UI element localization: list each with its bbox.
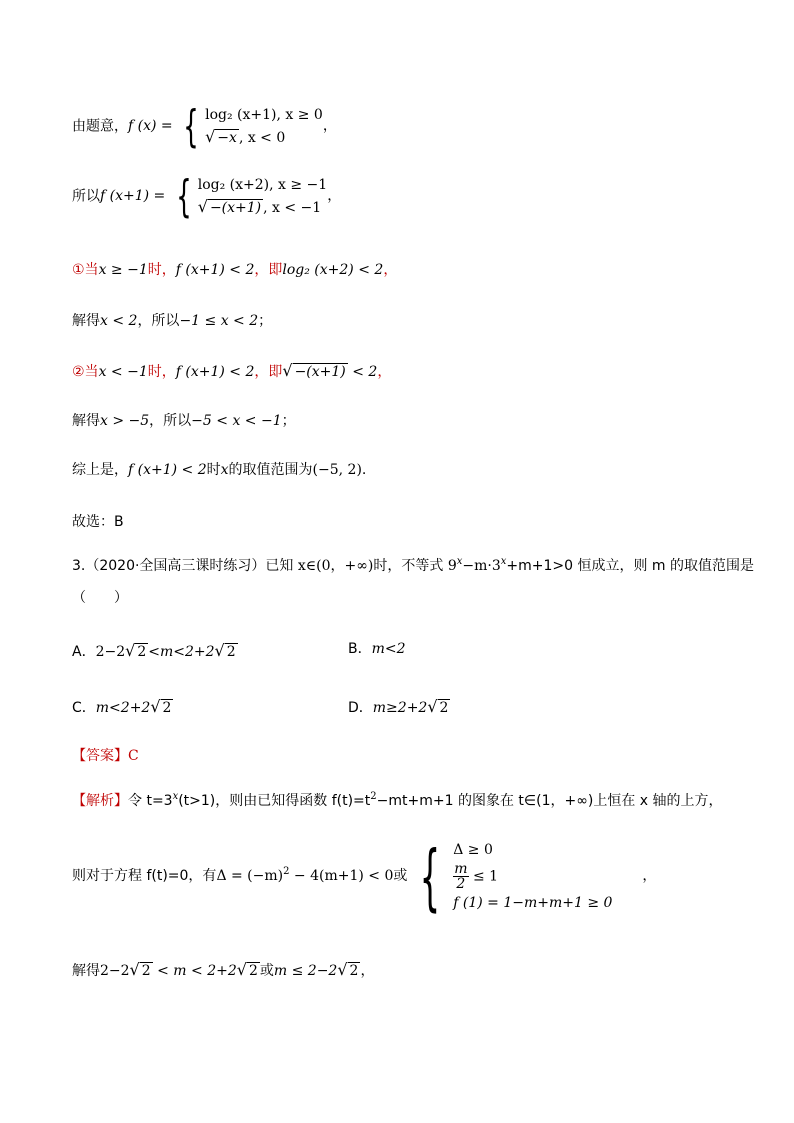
radicand: 2 [248, 963, 258, 979]
math: <m<2+2 [148, 644, 215, 660]
math: m ≤ 2−2 [273, 963, 338, 979]
brace: { [176, 170, 192, 222]
text: +m+1>0 恒成立，则 m 的取值范围是 [506, 558, 755, 574]
math: < m < 2+2 [152, 963, 237, 979]
math: m<2+2 [95, 700, 151, 716]
radicand: 2 [137, 644, 147, 660]
text: 由题意， [72, 118, 128, 135]
math: Δ = (−m) [216, 868, 284, 885]
question-3-stem [72, 558, 754, 575]
option-a: A．2−2√ 2 <m<2+2√ 2 [72, 641, 236, 660]
punct: ； [281, 413, 296, 429]
denominator: 2 [456, 876, 466, 892]
numerator: m [454, 861, 468, 877]
answer-value: C [128, 748, 139, 764]
case-1: Δ ≥ 0 [453, 842, 493, 858]
case-one-line [72, 262, 397, 279]
case-1: log₂ (x+1), x ≥ 0 [205, 107, 323, 123]
text: x∈(0，+∞)时，不等式 9 [297, 558, 457, 574]
exponent: x [500, 556, 507, 567]
math: f (x+1) = [100, 188, 166, 205]
math: x [220, 462, 229, 478]
text: ，所以 [149, 413, 192, 429]
punct: . [361, 462, 367, 478]
case-two-line: ②当x < −1时，f (x+1) < 2，即√ −(x+1) < 2， [72, 361, 392, 380]
case-3: f (1) = 1−m+m+1 ≥ 0 [453, 895, 613, 911]
choice-line: 故选：B [72, 514, 124, 530]
final-result-line: 解得2−2√ 2 < m < 2+2√ 2 或m ≤ 2−2√ 2 ， [72, 960, 375, 979]
punct: ， [360, 963, 375, 979]
case-2-condition: , x < 0 [238, 130, 286, 146]
case-2-condition: , x < −1 [263, 200, 322, 216]
exponent: x [456, 556, 463, 567]
exponent: 2 [283, 866, 290, 878]
option-label: B． [348, 641, 372, 657]
math: m<2 [371, 641, 406, 657]
math: f (x+1) < 2 [175, 262, 255, 278]
math: 2−2 [100, 963, 130, 979]
punct: ， [322, 118, 337, 135]
text: 则对于方程 f(t)=0，有 [72, 868, 217, 885]
math: −1 ≤ x < 2 [179, 313, 259, 329]
answer-line [72, 748, 139, 765]
brace: { [183, 100, 199, 152]
option-d: D．m≥2+2√ 2 [348, 697, 449, 716]
text: 综上是， [72, 462, 128, 478]
text: 或 [259, 963, 274, 979]
text: ，所以 [137, 313, 180, 329]
text: 解得 [72, 963, 100, 979]
text: 时， [147, 262, 176, 278]
analysis-line [72, 793, 723, 810]
equation-line [72, 834, 657, 919]
math: log₂ (x+2) < 2 [282, 262, 384, 278]
math: (−5, 2) [312, 462, 362, 478]
math: m≥2+2 [372, 700, 428, 716]
text: (t>1)，则由已知得函数 f(t)=t [178, 793, 371, 809]
math: f (x+1) < 2 [175, 364, 255, 380]
question-3-paren: （ ） [72, 590, 128, 606]
punct: ， [383, 262, 398, 278]
case-2 [453, 862, 612, 891]
analysis-label: 【解析】 [72, 793, 128, 809]
text: −m·3 [462, 558, 501, 574]
text: 的取值范围为 [228, 462, 313, 478]
math: x < −1 [98, 364, 148, 380]
case-two-result [72, 413, 296, 430]
option-c: C．m<2+2√ 2 [72, 697, 172, 716]
text: ，即 [254, 262, 283, 278]
radicand: 2 [162, 700, 172, 716]
math: x > −5 [100, 413, 150, 429]
case-2: √ −x , x < 0 [205, 127, 286, 146]
radicand: −x [217, 130, 237, 146]
case-1: log₂ (x+2), x ≥ −1 [197, 177, 328, 193]
text: −mt+m+1 的图象在 t∈(1，+∞)上恒在 x 轴的上方， [376, 793, 723, 809]
solution-line-definition [72, 100, 337, 152]
option-b [348, 641, 406, 658]
math: x < 2 [100, 313, 138, 329]
option-label: D． [348, 700, 373, 716]
text: 所以 [72, 188, 100, 205]
exponent: x [172, 791, 179, 802]
math: f (x+1) < 2 [128, 462, 207, 478]
fraction [453, 862, 468, 891]
math: 2−2 [95, 644, 126, 660]
system-cases [453, 838, 612, 915]
text: ②当 [72, 364, 99, 380]
case-one-result [72, 313, 272, 330]
discriminant [216, 868, 393, 885]
text: 3.（2020·全国高三课时练习）已知 [72, 558, 298, 574]
punct: ， [642, 868, 657, 885]
radicand: 2 [349, 963, 359, 979]
punct: ； [258, 313, 273, 329]
solution-line-shifted [72, 170, 342, 222]
text: 令 t=3 [128, 793, 173, 809]
punct: ， [377, 364, 392, 380]
piecewise-cases [205, 104, 323, 149]
text: ①当 [72, 262, 99, 278]
radicand: 2 [141, 963, 151, 979]
answer-label: 【答案】 [72, 748, 128, 764]
option-label: C． [72, 700, 96, 716]
brace: { [420, 834, 441, 919]
math: f (x) = [128, 118, 173, 135]
math: < 2 [352, 364, 378, 380]
math: − 4(m+1) < 0 [289, 868, 394, 885]
exponent: 2 [370, 791, 377, 802]
math: −5 < x < −1 [191, 413, 282, 429]
piecewise-cases [198, 174, 327, 219]
math: ≤ 1 [472, 868, 499, 885]
case-2: √ −(x+1) , x < −1 [197, 197, 322, 216]
text: 或 [393, 868, 408, 885]
text: ，即 [254, 364, 283, 380]
text: 解得 [72, 413, 100, 429]
summary-line [72, 462, 366, 479]
radicand: 2 [226, 644, 236, 660]
radicand: −(x+1) [209, 200, 262, 216]
punct: ， [327, 188, 342, 205]
text: 时 [206, 462, 221, 478]
option-label: A． [72, 644, 96, 660]
text: 解得 [72, 313, 100, 329]
radicand: −(x+1) [294, 364, 346, 380]
radicand: 2 [439, 700, 449, 716]
math: x ≥ −1 [98, 262, 148, 278]
text: 时， [147, 364, 176, 380]
